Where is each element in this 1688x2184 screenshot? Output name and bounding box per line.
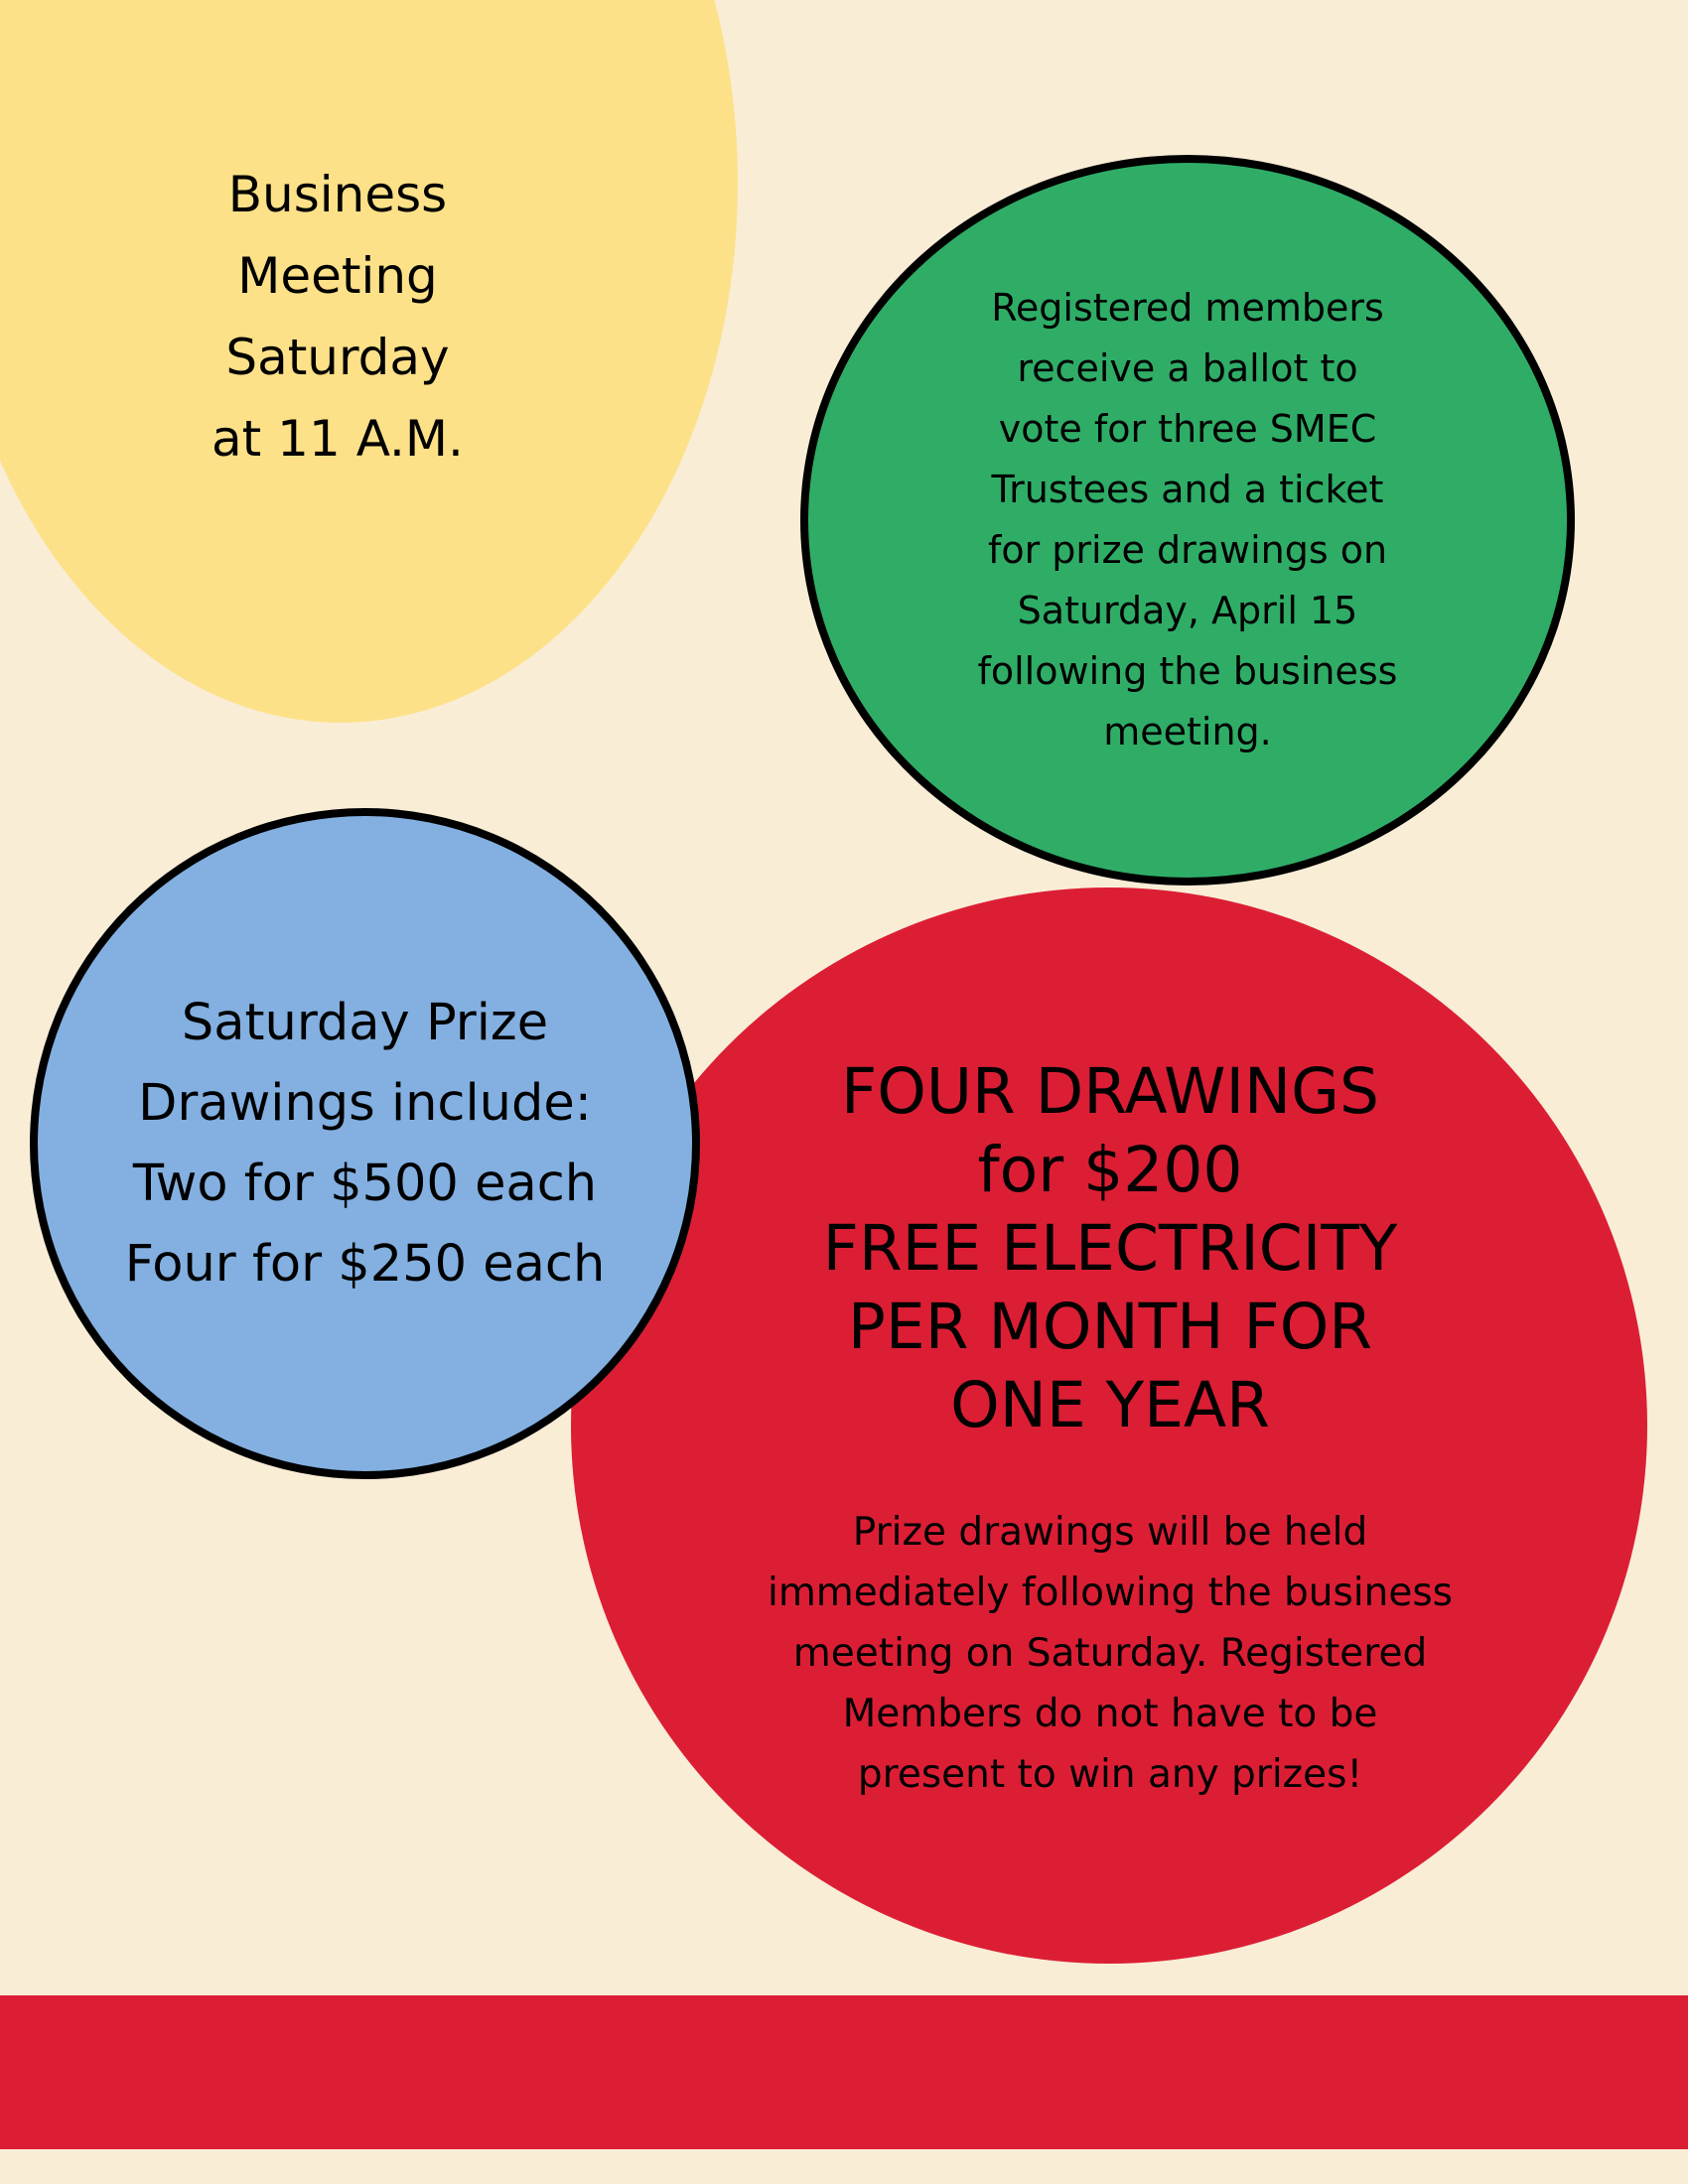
saturday-prizes-text bbox=[87, 983, 643, 1304]
ballot-info-line-2: receive a ballot to bbox=[1017, 346, 1358, 390]
four-drawings-headline-line-3: FREE ELECTRICITY bbox=[822, 1212, 1398, 1285]
four-drawings-note-line-4: Members do not have to be bbox=[842, 1692, 1378, 1736]
ballot-info-line-6: Saturday, April 15 bbox=[1017, 589, 1358, 632]
saturday-prizes-line-3: Two for $500 each bbox=[132, 1155, 598, 1213]
ballot-info-line-5: for prize drawings on bbox=[987, 528, 1388, 572]
business-meeting-line-4: at 11 A.M. bbox=[211, 410, 464, 468]
four-drawings-headline-line-2: for $200 bbox=[977, 1134, 1243, 1206]
business-meeting-line-1: Business bbox=[227, 166, 448, 223]
saturday-prizes-line-4: Four for $250 each bbox=[124, 1235, 606, 1294]
saturday-prizes-line-2: Drawings include: bbox=[138, 1074, 592, 1133]
blue-circle bbox=[30, 808, 700, 1479]
four-drawings-note bbox=[763, 1502, 1458, 1805]
ballot-info-line-3: vote for three SMEC bbox=[998, 407, 1377, 451]
four-drawings-headline bbox=[703, 1052, 1517, 1444]
four-drawings-note-line-1: Prize drawings will be held bbox=[852, 1510, 1368, 1555]
green-circle bbox=[800, 155, 1575, 886]
saturday-prizes-line-1: Saturday Prize bbox=[181, 994, 549, 1052]
business-meeting-line-2: Meeting bbox=[237, 247, 438, 305]
ballot-info-line-1: Registered members bbox=[991, 286, 1384, 330]
business-meeting-text bbox=[149, 154, 526, 479]
footer-bar bbox=[0, 1995, 1688, 2149]
four-drawings-note-line-2: immediately following the business bbox=[767, 1570, 1453, 1615]
ballot-info-line-8: meeting. bbox=[1103, 710, 1272, 753]
ballot-info-line-7: following the business bbox=[977, 649, 1398, 693]
four-drawings-content bbox=[703, 1052, 1517, 1805]
business-meeting-line-3: Saturday bbox=[225, 329, 450, 386]
ballot-info-line-4: Trustees and a ticket bbox=[991, 468, 1384, 511]
four-drawings-headline-line-4: PER MONTH FOR bbox=[847, 1291, 1373, 1363]
ballot-info-text bbox=[939, 278, 1436, 762]
four-drawings-headline-line-5: ONE YEAR bbox=[950, 1369, 1270, 1441]
four-drawings-headline-line-1: FOUR DRAWINGS bbox=[841, 1055, 1379, 1128]
four-drawings-note-line-5: present to win any prizes! bbox=[857, 1752, 1363, 1797]
four-drawings-note-line-3: meeting on Saturday. Registered bbox=[792, 1631, 1428, 1676]
